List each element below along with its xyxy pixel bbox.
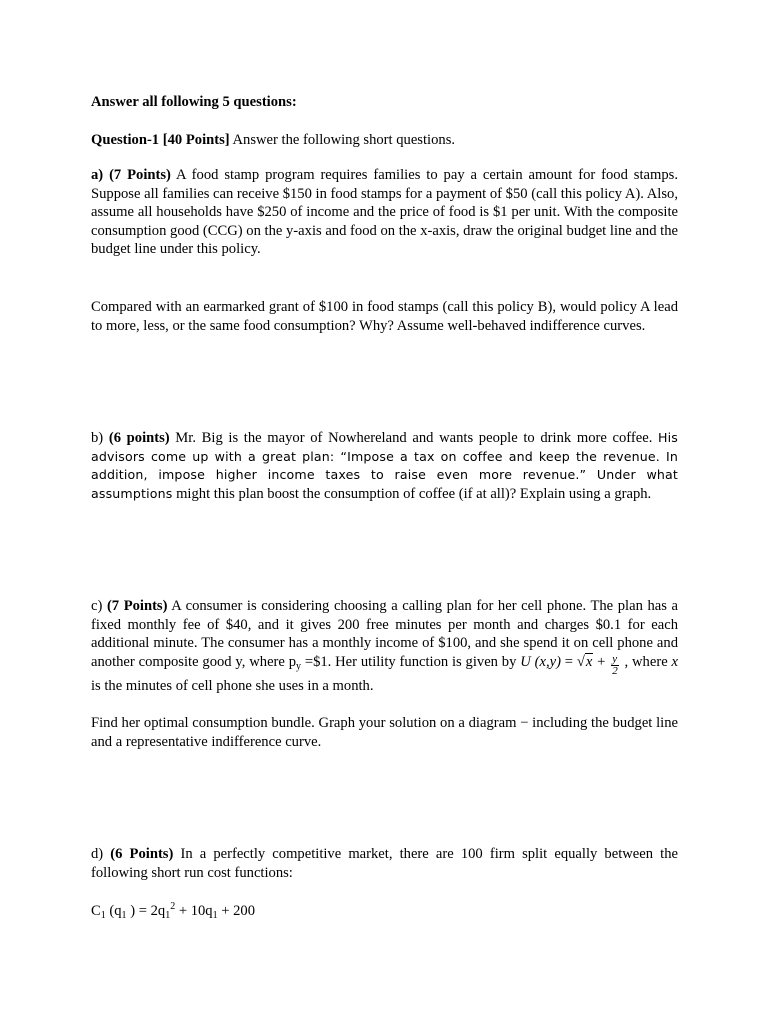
fraction-denominator: 2 (612, 664, 618, 677)
instruction-heading: Answer all following 5 questions: (91, 94, 297, 110)
question-1-heading (91, 131, 678, 150)
question-1b-text-2: might this plan boost the consumption of coffee (if at all)? Explain using a graph. (172, 485, 652, 502)
question-1c-paragraph (91, 597, 678, 695)
question-1c-text-2: =$1. Her utility function is given by (301, 653, 521, 670)
question-1c-text-3: , where (620, 653, 672, 670)
y-over-2-fraction (611, 654, 619, 677)
cost-close-paren: ) = 2q (126, 903, 166, 919)
quantity-subscript: 1 (121, 910, 127, 921)
question-1d-label: (6 Points) (110, 846, 174, 862)
utility-symbol: U (520, 653, 531, 670)
sqrt-variable: x (585, 653, 593, 670)
plus-sign: + (593, 653, 610, 670)
fixed-cost-term: + 200 (217, 903, 256, 919)
equals-sign: = (560, 653, 577, 670)
question-1b-paragraph (91, 429, 678, 503)
question-1c-text-4: is the minutes of cell phone she uses in a month. (91, 677, 374, 694)
question-1a-paragraph (91, 166, 678, 259)
cost-symbol: C (91, 903, 101, 919)
quantity-squared-subscript: 1 (165, 910, 171, 921)
question-1c-text-1: A consumer is considering choosing a calling plan for her cell phone. The plan has a fixed monthly fee of $40, and it gives 200 free minutes per month and charges $0.1 for each additional minute. The consumer has a monthly income of $100, and she spend it on cell phone and another composite good y, where p (91, 598, 678, 670)
question-1c-label: (7 Points) (106, 598, 168, 614)
question-1d-prefix: d) (91, 846, 111, 862)
question-1a-text: A food stamp program requires families to pay a certain amount for food stamps. Suppose all families can receive $150 in food stamps for a payment of $50 (call this policy A). Also, assume all households have $250 of income and the price of food is $1 per unit. With the composite consumption good (CCG) on the y-axis and food on the x-axis, draw the original budget line and the budget line under this policy. (91, 167, 678, 258)
fraction-numerator: y (612, 652, 618, 665)
question-1d-paragraph (91, 845, 678, 882)
question-1-intro: Answer the following short questions. (229, 132, 456, 148)
x-variable: x (671, 653, 678, 670)
question-1a-label: a) (7 Points) (91, 167, 171, 183)
question-1d-text: In a perfectly competitive market, there are 100 firm split equally between the following short run cost functions: (91, 846, 678, 881)
question-1a-followup: Compared with an earmarked grant of $100 in food stamps (call this policy B), would policy A lead to more, less, or the same food consumption? Why? Assume well-behaved indifference curves. (91, 299, 678, 334)
utility-arguments: (x,y) (534, 653, 561, 670)
question-1c-followup: Find her optimal consumption bundle. Graph your solution on a diagram − including the budget line and a representative indifference curve. (91, 715, 678, 750)
question-1b-label: (6 points) (108, 430, 170, 446)
question-1b-prefix: b) (91, 430, 109, 446)
question-1b-handwritten-text: His advisors come up with a great plan: “Impose a tax on coffee and keep the revenue. In addition, impose higher income taxes to raise even more revenue.” Under what assumptions (91, 430, 678, 501)
question-1-title: Question-1 [40 Points] (91, 132, 230, 148)
question-1c-prefix: c) (91, 598, 107, 614)
cost-subscript: 1 (100, 910, 106, 921)
cost-function-equation (91, 902, 678, 921)
question-1b-text-1: Mr. Big is the mayor of Nowhereland and wants people to drink more coffee. (169, 430, 659, 446)
sqrt-term: √x (576, 653, 593, 670)
cost-open-paren: (q (105, 903, 122, 919)
quantity-squared-exponent: 2 (170, 901, 176, 912)
linear-term-subscript: 1 (212, 910, 218, 921)
price-y-subscript: y (296, 660, 302, 672)
linear-term: + 10q (175, 903, 213, 919)
